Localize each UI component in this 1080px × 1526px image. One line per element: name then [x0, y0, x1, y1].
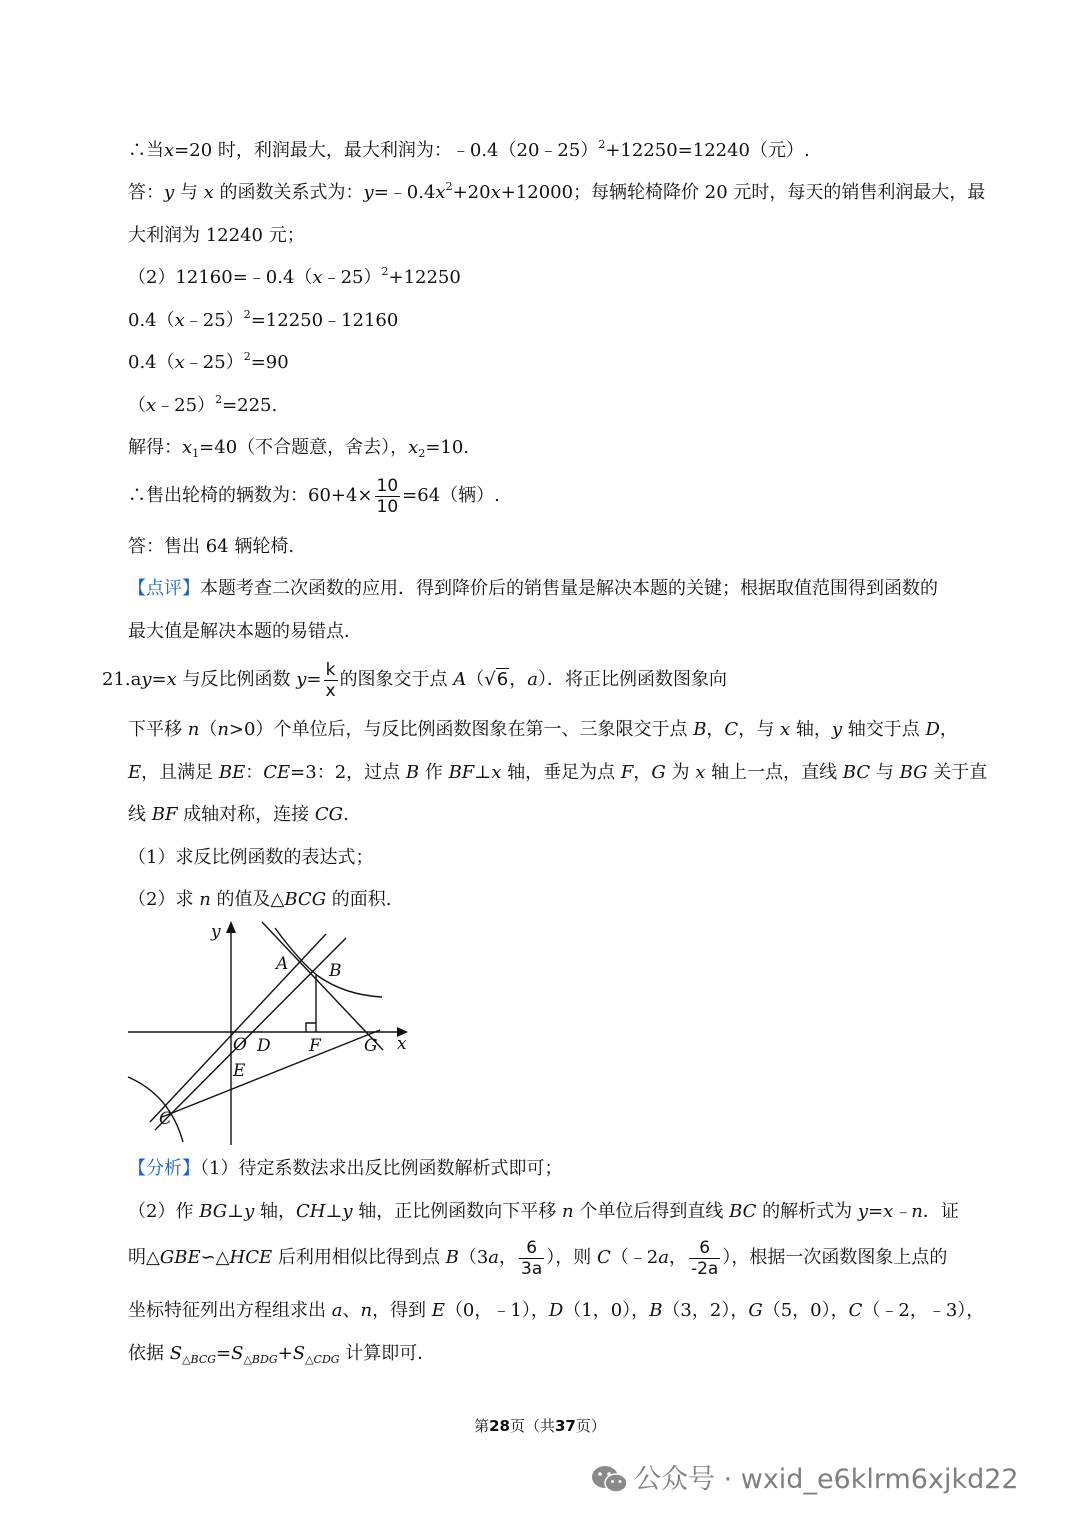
line-bc	[155, 938, 346, 1130]
sqrt-six: √6	[484, 669, 509, 690]
fraction-6-over-neg-2a: $\frac{6}{-2a}$	[690, 1237, 719, 1279]
solution-line-3: 大利润为 12240 元；	[128, 225, 305, 246]
right-angle-mark	[306, 1023, 316, 1032]
analysis-line-1: 【分析】（1）待定系数法求出反比例函数解析式即可；	[128, 1158, 563, 1179]
solution-line-7: （x﹣25）$^2$=225.	[128, 393, 278, 416]
problem-line-4: 线 BF 成轴对称，连接 CG.	[128, 804, 349, 825]
label-x: x	[397, 1034, 407, 1054]
review-line-1: 【点评】本题考查二次函数的应用．得到降价后的销售量是解决本题的关键；根据取值范围得到函数的	[128, 578, 938, 599]
problem-line-1: 21.ay=x 与反比例函数 y= $\frac{k}{x}$ 的图象交于点 A（√6，a）．将正比例函数图象向	[102, 659, 727, 701]
review-line-2: 最大值是解决本题的易错点．	[128, 621, 362, 642]
solution-line-1: ∴当x=20 时，利润最大，最大利润为：﹣0.4（20﹣25）$^2$+12250=12240（元）.	[128, 138, 810, 161]
problem-number: 21.	[102, 669, 131, 690]
label-g: G	[364, 1036, 378, 1056]
solution-line-5: 0.4（x﹣25）$^2$=12250﹣12160	[128, 308, 399, 331]
fraction-6-over-3a: $\frac{6}{3a}$	[521, 1237, 543, 1279]
watermark-text: 公众号 · wxid_e6klrm6xjkd22	[634, 1464, 1019, 1495]
solution-line-9: ∴售出轮椅的辆数为：60+4× $\frac{10}{10}$ =64（辆）.	[128, 475, 500, 517]
page-footer: 第28页（共37页）	[474, 1417, 606, 1435]
analysis-line-5: 依据 $S_{\triangle BCG}=S_{\triangle BDG}+S_{\triangle CDG}$ 计算即可．	[128, 1343, 436, 1366]
label-c: C	[159, 1109, 173, 1129]
label-e: E	[233, 1061, 246, 1081]
analysis-line-4: 坐标特征列出方程组求出 a、n，得到 E（0，﹣1），D（1，0），B（3，2），G（5，0），C（﹣2，﹣3），	[128, 1300, 985, 1321]
analysis-line-2: （2）作 BG⊥y 轴，CH⊥y 轴，正比例函数向下平移 n 个单位后得到直线 BC 的解析式为 y=x﹣n．证	[128, 1201, 959, 1222]
analysis-line-3: 明△GBE∽△HCE 后利用相似比得到点 B（3a， $\frac{6}{3a}$ ），则 C（﹣2a， $\frac{6}{-2a}$ ），根据一次函数图象上点的	[128, 1237, 948, 1279]
fraction-k-over-x: $\frac{k}{x}$	[325, 659, 336, 701]
label-d: D	[257, 1036, 271, 1056]
page-number: 28	[489, 1417, 510, 1435]
label-f: F	[309, 1036, 321, 1056]
line-bg	[262, 922, 383, 1050]
solution-line-4: （2）12160=﹣0.4（x﹣25）$^2$+12250	[128, 265, 461, 288]
problem-line-3: E，且满足 BE：CE=3：2，过点 B 作 BF⊥x 轴，垂足为点 F，G 为 x 轴上一点，直线 BC 与 BG 关于直	[128, 762, 988, 783]
solution-line-8: 解得：$x_1=40$（不合题意，舍去），$x_2=10$.	[128, 437, 470, 460]
problem-line-2: 下平移 n（n>0）个单位后，与反比例函数图象在第一、三象限交于点 B，C，与 x 轴，y 轴交于点 D，	[128, 719, 958, 740]
review-tag: 【点评】	[128, 578, 200, 599]
fraction: $\frac{10}{10}$	[376, 475, 399, 517]
watermark	[590, 1462, 1019, 1498]
question-2: （2）求 n 的值及△BCG 的面积.	[128, 889, 392, 910]
label-y: y	[211, 922, 221, 942]
page-total: 37	[555, 1417, 576, 1435]
question-1: （1）求反比例函数的表达式；	[128, 847, 374, 868]
label-a: A	[276, 954, 289, 974]
analysis-tag: 【分析】	[128, 1158, 200, 1179]
solution-line-2: 答：y 与 x 的函数关系式为：$y=﹣0.4x^2+20x+12000$；每辆轮椅降价 20 元时，每天的销售利润最大，最	[128, 180, 986, 203]
solution-line-6: 0.4（x﹣25）$^2$=90	[128, 350, 289, 373]
y-axis-arrow	[226, 921, 236, 933]
label-b: B	[329, 961, 342, 981]
wechat-icon	[590, 1464, 630, 1494]
solution-line-10: 答：售出 64 辆轮椅.	[128, 536, 295, 557]
label-o: O	[233, 1035, 247, 1055]
